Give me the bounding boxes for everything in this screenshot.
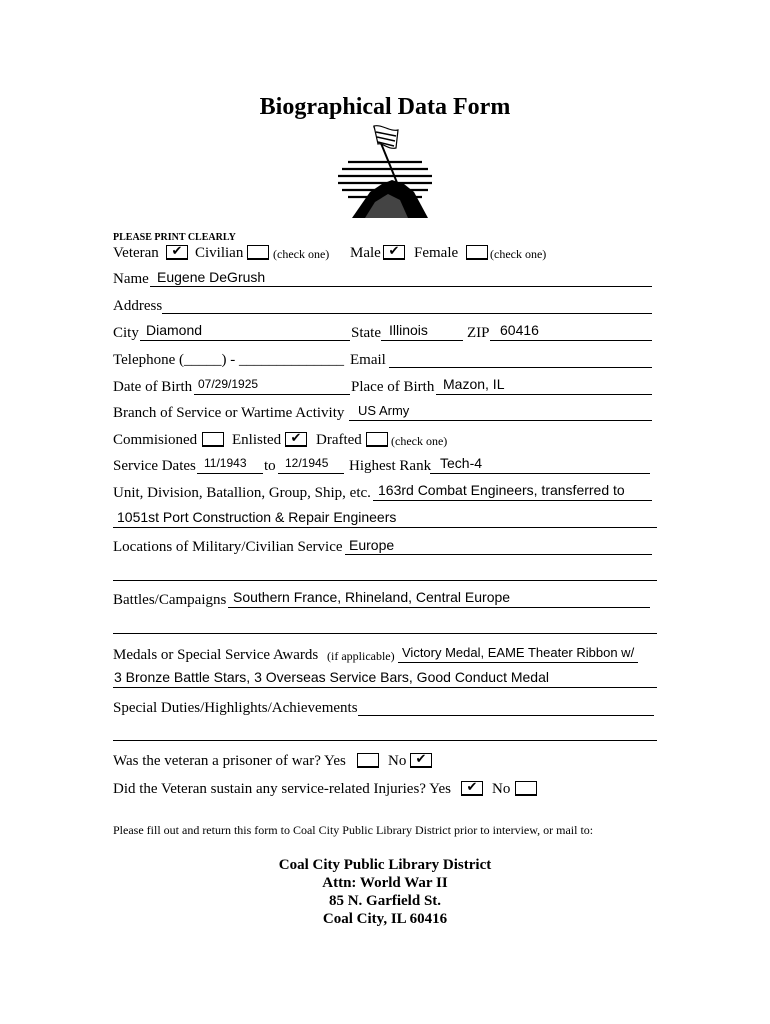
branch-line [349, 420, 652, 421]
rank-label: Highest Rank [349, 458, 432, 474]
medals-label: Medals or Special Service Awards [113, 647, 319, 663]
pob-value[interactable]: Mazon, IL [443, 376, 505, 392]
injury-no-checkbox[interactable] [515, 781, 537, 796]
unit-value-line2[interactable]: 1051st Port Construction & Repair Engineers [117, 509, 397, 525]
start-date-value[interactable]: 11/1943 [204, 456, 247, 470]
state-line [381, 340, 463, 341]
state-label: State [351, 325, 381, 341]
female-checkbox[interactable] [466, 245, 488, 260]
locations-line [345, 554, 652, 555]
city-value[interactable]: Diamond [146, 322, 203, 338]
pow-no-label: No [388, 753, 407, 769]
locations-label: Locations of Military/Civilian Service [113, 539, 343, 555]
battles-line-2[interactable] [113, 633, 657, 634]
special-duties-line[interactable] [358, 715, 654, 716]
medals-line-2 [113, 687, 657, 688]
veteran-checkbox[interactable]: ✔ [166, 245, 188, 260]
battles-line [228, 607, 650, 608]
flag-raising-logo [330, 122, 440, 222]
unit-line [373, 500, 652, 501]
locations-value[interactable]: Europe [349, 537, 395, 553]
medals-value-line2[interactable]: 3 Bronze Battle Stars, 3 Overseas Service Bars, Good Conduct Medal [114, 669, 549, 685]
special-duties-line-2[interactable] [113, 740, 657, 741]
name-value[interactable]: Eugene DeGrush [157, 269, 266, 285]
female-label: Female [414, 245, 459, 261]
check-one-note: (check one) [391, 434, 448, 448]
check-one-note: (check one) [490, 247, 547, 261]
injury-yes-checkbox[interactable]: ✔ [461, 781, 483, 796]
mail-address-line4: Coal City, IL 60416 [322, 911, 448, 927]
injury-no-label: No [492, 781, 511, 797]
telephone-label: Telephone (_____) - ______________ [113, 352, 344, 368]
battles-value[interactable]: Southern France, Rhineland, Central Europe [233, 589, 511, 605]
state-value[interactable]: Illinois [389, 322, 428, 338]
zip-line [490, 340, 652, 341]
enlisted-checkbox[interactable]: ✔ [285, 432, 307, 447]
service-dates-label: Service Dates [113, 458, 196, 474]
drafted-checkbox[interactable] [366, 432, 388, 447]
email-label: Email [350, 352, 386, 368]
email-line[interactable] [389, 367, 652, 368]
check-one-note: (check one) [273, 247, 330, 261]
mail-address-line3: 85 N. Garfield St. [328, 893, 442, 909]
return-instructions: Please fill out and return this form to Coal City Public Library District prior to interview, or mail to: [113, 823, 594, 837]
city-label: City [113, 325, 139, 341]
locations-line-2[interactable] [113, 580, 657, 581]
to-label: to [264, 458, 276, 474]
special-duties-label: Special Duties/Highlights/Achievements [113, 700, 358, 716]
civilian-checkbox[interactable] [247, 245, 269, 260]
civilian-label: Civilian [195, 245, 244, 261]
male-checkbox[interactable]: ✔ [383, 245, 405, 260]
commissioned-checkbox[interactable] [202, 432, 224, 447]
pob-label: Place of Birth [351, 379, 435, 395]
pow-label: Was the veteran a prisoner of war? Yes [113, 753, 346, 769]
zip-label: ZIP [467, 325, 490, 341]
print-instruction: PLEASE PRINT CLEARLY [113, 232, 236, 243]
form-title: Biographical Data Form [259, 94, 511, 120]
enlisted-label: Enlisted [232, 432, 282, 448]
zip-value[interactable]: 60416 [500, 322, 539, 338]
name-label: Name [113, 271, 149, 287]
name-line [150, 286, 652, 287]
rank-line [430, 473, 650, 474]
rank-value[interactable]: Tech-4 [440, 455, 483, 471]
branch-value[interactable]: US Army [358, 403, 410, 418]
commissioned-label: Commisioned [113, 432, 198, 448]
medals-value-line1[interactable]: Victory Medal, EAME Theater Ribbon w/ [402, 645, 635, 660]
pow-yes-checkbox[interactable] [357, 753, 379, 768]
address-line[interactable] [162, 313, 652, 314]
male-label: Male [350, 245, 381, 261]
unit-label: Unit, Division, Batallion, Group, Ship, etc. [113, 485, 371, 501]
end-date-line [278, 473, 344, 474]
medals-line [398, 662, 638, 663]
battles-label: Battles/Campaigns [113, 592, 227, 608]
pow-no-checkbox[interactable]: ✔ [410, 753, 432, 768]
start-date-line [197, 473, 263, 474]
pob-line [436, 394, 652, 395]
unit-value-line1[interactable]: 163rd Combat Engineers, transferred to [378, 482, 625, 498]
dob-line [194, 394, 350, 395]
veteran-label: Veteran [113, 245, 159, 261]
branch-label: Branch of Service or Wartime Activity [113, 405, 345, 421]
injuries-label: Did the Veteran sustain any service-related Injuries? Yes [113, 781, 451, 797]
drafted-label: Drafted [316, 432, 362, 448]
if-applicable-note: (if applicable) [327, 649, 395, 663]
dob-value[interactable]: 07/29/1925 [198, 377, 259, 391]
dob-label: Date of Birth [113, 379, 193, 395]
end-date-value[interactable]: 12/1945 [285, 456, 329, 470]
address-label: Address [113, 298, 163, 314]
city-line [140, 340, 350, 341]
mail-address-line2: Attn: World War II [322, 875, 448, 891]
unit-line-2 [113, 527, 657, 528]
mail-address-line1: Coal City Public Library District [278, 857, 492, 873]
